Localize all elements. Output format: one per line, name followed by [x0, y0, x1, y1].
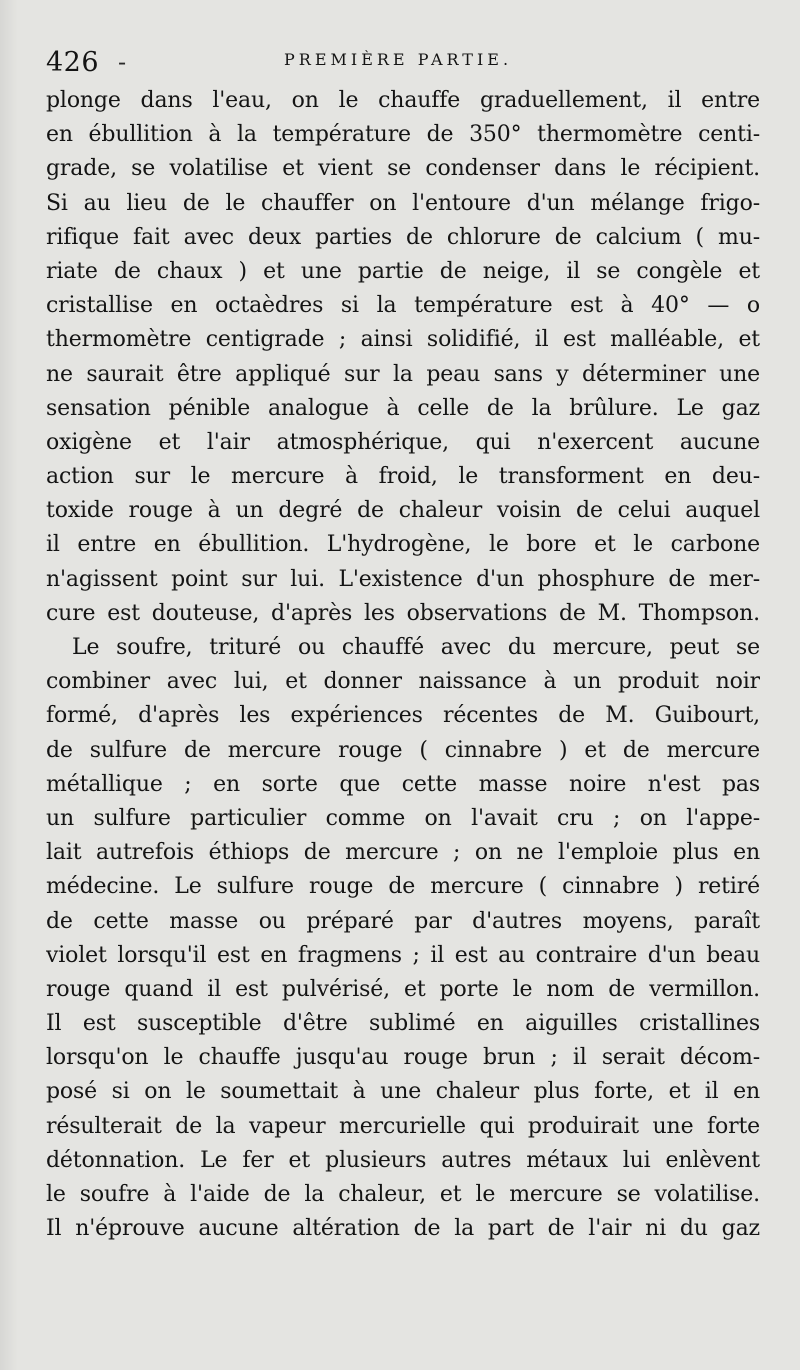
- text-line: grade, se volatilise et vient se condenser dans le récipient.: [46, 156, 760, 182]
- text-line: un sulfure particulier comme on l'avait cru ; on l'appe-: [46, 805, 760, 831]
- text-line: Le soufre, trituré ou chauffé avec du mercure, peut se: [72, 635, 760, 660]
- page-header: [46, 44, 760, 80]
- text-line: posé si on le soumettait à une chaleur plus forte, et il en: [46, 1079, 760, 1105]
- text-line: Il est susceptible d'être sublimé en aiguilles cristallines: [46, 1011, 760, 1037]
- running-head: PREMIÈRE PARTIE.: [284, 50, 513, 69]
- text-line: de sulfure de mercure rouge ( cinnabre ) et de mercure: [46, 737, 760, 763]
- text-line: le soufre à l'aide de la chaleur, et le mercure se volatilise.: [46, 1182, 760, 1207]
- page-number: 426: [46, 46, 100, 78]
- text-line: lorsqu'on le chauffe jusqu'au rouge brun ; il serait décom-: [46, 1045, 760, 1071]
- text-line: plonge dans l'eau, on le chauffe graduellement, il entre: [46, 88, 760, 113]
- text-line: médecine. Le sulfure rouge de mercure ( cinnabre ) retiré: [46, 874, 760, 900]
- text-line: action sur le mercure à froid, le transforment en deu-: [46, 464, 760, 490]
- text-line: détonnation. Le fer et plusieurs autres métaux lui enlèvent: [46, 1147, 760, 1173]
- page-text: [46, 84, 760, 1246]
- text-line: Il n'éprouve aucune altération de la part de l'air ni du gaz: [46, 1216, 760, 1242]
- text-line: lait autrefois éthiops de mercure ; on ne l'emploie plus en: [46, 840, 760, 866]
- text-line: Si au lieu de le chauffer on l'entoure d'un mélange frigo-: [46, 190, 760, 216]
- text-line: riate de chaux ) et une partie de neige, il se congèle et: [46, 258, 760, 284]
- text-line: formé, d'après les expériences récentes de M. Guibourt,: [46, 703, 760, 729]
- text-line: n'agissent point sur lui. L'existence d'un phosphure de mer-: [46, 566, 760, 592]
- text-line: toxide rouge à un degré de chaleur voisin de celui auquel: [46, 498, 760, 524]
- text-line: thermomètre centigrade ; ainsi solidifié, il est malléable, et: [46, 327, 760, 353]
- text-line: violet lorsqu'il est en fragmens ; il est au contraire d'un beau: [46, 942, 760, 968]
- header-dash-mark: -: [118, 48, 127, 76]
- text-line: cure est douteuse, d'après les observations de M. Thompson.: [46, 600, 760, 626]
- text-line: il entre en ébullition. L'hydrogène, le bore et le carbone: [46, 532, 760, 558]
- text-line: sensation pénible analogue à celle de la brûlure. Le gaz: [46, 395, 760, 421]
- text-line: combiner avec lui, et donner naissance à un produit noir: [46, 669, 760, 695]
- text-line: résulterait de la vapeur mercurielle qui produirait une forte: [46, 1113, 760, 1139]
- text-line: métallique ; en sorte que cette masse noire n'est pas: [46, 771, 760, 797]
- text-line: de cette masse ou préparé par d'autres moyens, paraît: [46, 908, 760, 934]
- text-line: oxigène et l'air atmosphérique, qui n'exercent aucune: [46, 429, 760, 455]
- text-line: rifique fait avec deux parties de chlorure de calcium ( mu-: [46, 224, 760, 250]
- text-line: ne saurait être appliqué sur la peau sans y déterminer une: [46, 361, 760, 387]
- text-line: rouge quand il est pulvérisé, et porte le nom de vermillon.: [46, 976, 760, 1002]
- text-line: en ébullition à la température de 350° thermomètre centi-: [46, 122, 760, 148]
- text-line: cristallise en octaèdres si la température est à 40° — o: [46, 293, 760, 319]
